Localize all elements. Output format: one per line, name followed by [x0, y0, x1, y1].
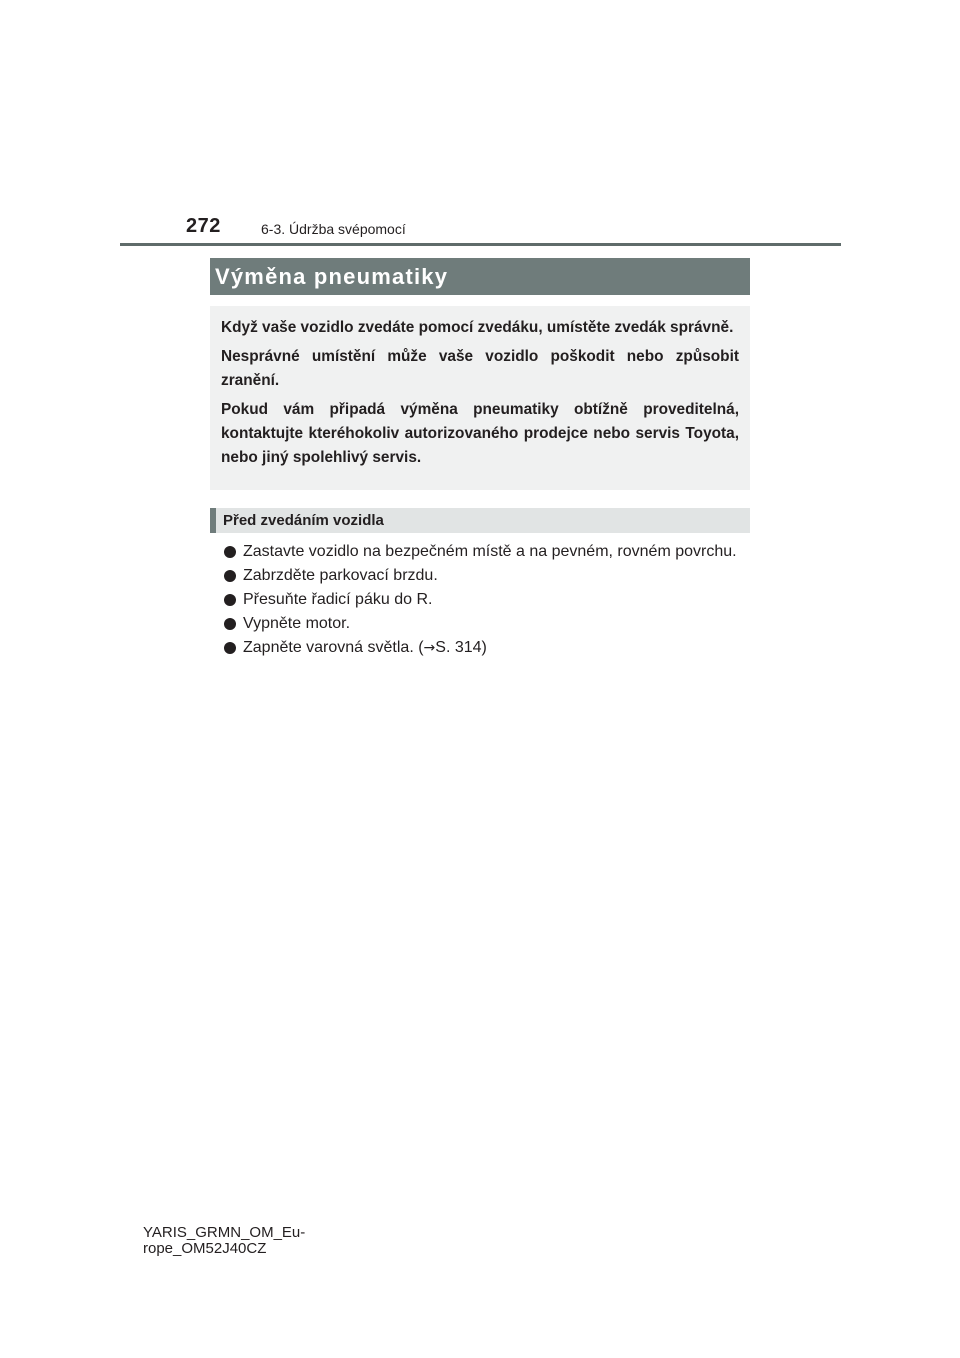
- bullet-list: [222, 540, 762, 660]
- bullet-dot-icon: [224, 546, 236, 558]
- subheading-bar: [210, 508, 750, 533]
- intro-box: [210, 306, 750, 490]
- page-title: Výměna pneumatiky: [215, 264, 449, 289]
- footer-line: YARIS_GRMN_OM_Eu-: [143, 1224, 306, 1241]
- page-number: 272: [186, 215, 221, 237]
- list-item: [222, 612, 762, 636]
- section-reference: 6-3. Údržba svépomocí: [261, 221, 406, 237]
- arrow-right-icon: →: [423, 640, 436, 656]
- header-rule: [120, 243, 841, 246]
- bullet-dot-icon: [224, 642, 236, 654]
- list-item: [222, 564, 762, 588]
- list-item-text: Zabrzděte parkovací brzdu.: [243, 567, 438, 584]
- bullet-dot-icon: [224, 570, 236, 582]
- footer-document-id: [143, 1225, 305, 1257]
- list-item: [222, 588, 762, 612]
- intro-paragraph: Pokud vám připadá výměna pneumatiky obtížně proveditelná, kontaktujte kteréhokoliv autorizovaného prodejce nebo servis Toyota, nebo jiný spolehlivý servis.: [221, 401, 739, 466]
- bullet-dot-icon: [224, 618, 236, 630]
- bullet-dot-icon: [224, 594, 236, 606]
- intro-paragraph: Nesprávné umístění může vaše vozidlo poškodit nebo způsobit zranění.: [221, 348, 739, 389]
- footer-line: rope_OM52J40CZ: [143, 1240, 267, 1257]
- list-item-text: Zapněte varovná světla. (: [243, 639, 424, 656]
- subheading: Před zvedáním vozidla: [223, 512, 384, 529]
- intro-paragraph: Když vaše vozidlo zvedáte pomocí zvedáku, umístěte zvedák správně.: [221, 319, 734, 336]
- page-reference-link[interactable]: S. 314): [435, 639, 487, 656]
- list-item-text: Zastavte vozidlo na bezpečném místě a na pevném, rovném povrchu.: [243, 543, 737, 560]
- list-item-text: Vypněte motor.: [243, 615, 351, 632]
- title-bar: [210, 258, 750, 295]
- list-item: [222, 540, 762, 564]
- list-item: [222, 636, 762, 660]
- list-item-text: Přesuňte řadicí páku do R.: [243, 591, 433, 608]
